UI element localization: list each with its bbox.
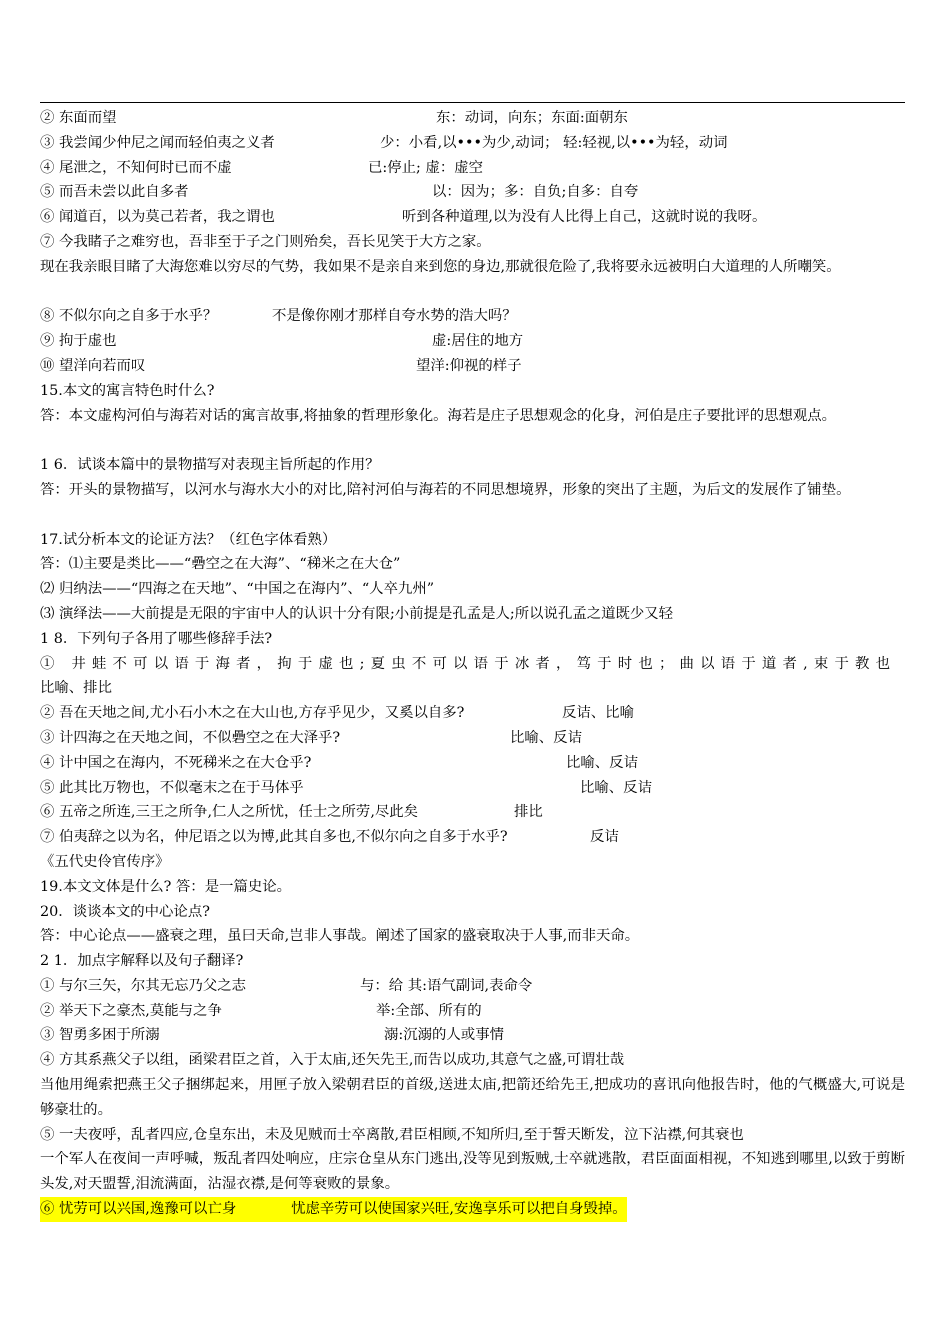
sentence: ① 井蛙不可以语于海者，拘于虚也;夏虫不可以语于冰者，笃于时也；曲以语于道者,束于教也 <box>40 655 897 672</box>
text-line <box>40 156 905 181</box>
sentence: ⑥ 五帝之所连,三王之所争,仁人之所忧，任士之所劳,尽此矣 <box>40 804 419 821</box>
sentence: ④ 尾泄之，不知何时已而不虚 <box>40 159 232 176</box>
text-line <box>40 825 905 850</box>
text-line <box>40 106 905 131</box>
text-line: ⑵ 归纳法——“四海之在天地”、“中国之在海内”、“人卒九州” <box>40 581 435 598</box>
sentence: ⑤ 而吾未尝以此自多者 <box>40 184 189 201</box>
answer-paragraph: 答：开头的景物描写，以河水与海水大小的对比,陪衬河伯与海若的不同思想境界，形象的突出了主题，为后文的发展作了铺垫。 <box>40 481 851 498</box>
rhetoric-label: 比喻、反诘 <box>566 754 638 771</box>
translation-paragraph: 当他用绳索把燕王父子捆绑起来，用匣子放入梁朝君臣的首级,送进太庙,把箭还给先王,把成功的喜讯向他报告时，他的气概盛大,可说是够豪壮的。 <box>40 1077 905 1118</box>
sentence: ⑧ 不似尔向之自多于水乎？ <box>40 308 218 325</box>
translation: 不是像你刚才那样自夸水势的浩大吗？ <box>272 308 517 325</box>
sentence: ⑦ 伯夷辞之以为名，仲尼语之以为博,此其自多也,不似尔向之自多于水乎? <box>40 829 508 846</box>
annotation: 虚:居住的地方 <box>432 333 524 350</box>
annotation: 望洋:仰视的样子 <box>416 357 522 374</box>
text-line <box>40 304 905 329</box>
text-line <box>40 701 905 726</box>
translation: 听到各种道理,以为没有人比得上自己，这就时说的我呀。 <box>402 209 767 226</box>
question-heading: 19.本文文体是什么? 答：是一篇史论。 <box>40 878 292 895</box>
annotation: 举:全部、所有的 <box>376 1002 482 1019</box>
sentence: ⑩ 望洋向若而叹 <box>40 357 146 374</box>
question-heading: 15.本文的寓言特色时什么? <box>40 382 215 399</box>
sentence: ⑦ 今我睹子之难穷也，吾非至于子之门则殆矣，吾长见笑于大方之家。 <box>40 233 491 250</box>
sentence: ③ 我尝闻少仲尼之闻而轻伯夷之义者 <box>40 134 275 151</box>
text-line <box>40 1123 905 1148</box>
answer-paragraph: 答：本文虚构河伯与海若对话的寓言故事,将抽象的哲理形象化。海若是庄子思想观念的化身，河伯是庄子要批评的思想观点。 <box>40 407 837 424</box>
text-line: 答：⑴主要是类比——“礨空之在大海”、“稊米之在大仓” <box>40 556 401 573</box>
rhetoric-label: 反诘、比喻 <box>562 705 634 722</box>
rhetoric-label: 比喻、排比 <box>40 680 112 697</box>
question-heading: 2 1．加点字解释以及句子翻译? <box>40 953 244 970</box>
text-line <box>40 999 905 1024</box>
text-line <box>40 230 905 255</box>
text-line <box>40 180 905 205</box>
header-rule <box>40 102 905 103</box>
text-line <box>40 131 905 156</box>
rhetoric-label: 排比 <box>514 804 543 821</box>
sentence: ② 吾在天地之间,尤小石小木之在大山也,方存乎见少，又奚以自多? <box>40 705 465 722</box>
question-heading: 1 8．下列句子各用了哪些修辞手法? <box>40 630 273 647</box>
sentence: ⑥ 闻道百，以为莫己若者，我之谓也 <box>40 209 275 226</box>
text-line <box>40 354 905 379</box>
annotation: 以：因为；多：自负;自多：自夸 <box>432 184 639 201</box>
text-line <box>40 652 905 677</box>
sentence: ② 举天下之豪杰,莫能与之争 <box>40 1002 222 1019</box>
sentence: ① 与尔三矢，尔其无忘乃父之志 <box>40 977 247 994</box>
question-heading: 17.试分析本文的论证方法？（红色字体看熟） <box>40 531 337 548</box>
text-line <box>40 800 905 825</box>
text-line: 答：中心论点——盛衰之理，虽曰天命,岂非人事哉。阐述了国家的盛衰取决于人事,而非天命。 <box>40 928 640 945</box>
section-title: 《五代史伶官传序》 <box>40 853 170 870</box>
sentence: ② 东面而望 <box>40 110 117 126</box>
translation-paragraph: 一个军人在夜间一声呼喊，叛乱者四处响应，庄宗仓皇从东门逃出,没等见到叛贼,士卒就逃散，君臣面面相视，不知逃到哪里,以致于剪断头发,对天盟誓,泪流满面，沾湿衣襟,是何等衰败的景象。 <box>40 1151 905 1193</box>
translation-paragraph: 现在我亲眼目睹了大海您难以穷尽的气势，我如果不是亲自来到您的身边,那就很危险了,我将要永远被明白大道理的人所嘲笑。 <box>40 258 841 275</box>
text-line <box>40 751 905 776</box>
annotation: 少：小看,以•••为少,动词； 轻:轻视,以•••为轻，动词 <box>380 134 728 151</box>
sentence: ⑤ 此其比万物也，不似毫末之在于马体乎 <box>40 779 304 796</box>
text-line <box>40 1023 905 1048</box>
annotation: 已:停止; 虚：虚空 <box>368 159 484 176</box>
rhetoric-label: 比喻、反诘 <box>580 779 652 796</box>
text-line <box>40 676 905 701</box>
annotation: 与：给 其:语气副词,表命令 <box>360 977 533 994</box>
sentence: ③ 智勇多困于所溺 <box>40 1027 160 1044</box>
question-heading: 20．谈谈本文的中心论点? <box>40 903 210 920</box>
sentence: ④ 方其系燕父子以组，函梁君臣之首，入于太庙,还矢先王,而告以成功,其意气之盛,可谓壮哉 <box>40 1052 625 1069</box>
sentence: ③ 计四海之在天地之间，不似礨空之在大泽乎? <box>40 729 341 746</box>
sentence: ⑤ 一夫夜呼，乱者四应,仓皇东出，未及见贼而士卒离散,君臣相顾,不知所归,至于誓天断发，泣下沾襟,何其衰也 <box>40 1126 744 1143</box>
text-line <box>40 1048 905 1073</box>
rhetoric-label: 比喻、反诘 <box>510 729 582 746</box>
rhetoric-label: 反诘 <box>590 829 619 846</box>
text-line <box>40 776 905 801</box>
text-line <box>40 205 905 230</box>
sentence: ④ 计中国之在海内，不死稊米之在大仓乎? <box>40 754 312 771</box>
text-line <box>40 974 905 999</box>
question-heading: 1 6．试谈本篇中的景物描写对表现主旨所起的作用？ <box>40 457 380 474</box>
sentence: ⑨ 拘于虚也 <box>40 333 117 350</box>
annotation: 东：动词，向东；东面:面朝东 <box>436 110 628 126</box>
text-line <box>40 329 905 354</box>
text-line: ⑶ 演绎法——大前提是无限的宇宙中人的认识十分有限;小前提是孔孟是人;所以说孔孟之道既少又轻 <box>40 605 674 622</box>
annotation: 溺:沉溺的人或事情 <box>384 1027 504 1044</box>
document-body <box>40 106 905 1222</box>
text-line <box>40 726 905 751</box>
highlighted-line: ⑥ 忧劳可以兴国,逸豫可以亡身 忧虑辛劳可以使国家兴旺,安逸享乐可以把自身毁掉。 <box>40 1197 905 1222</box>
